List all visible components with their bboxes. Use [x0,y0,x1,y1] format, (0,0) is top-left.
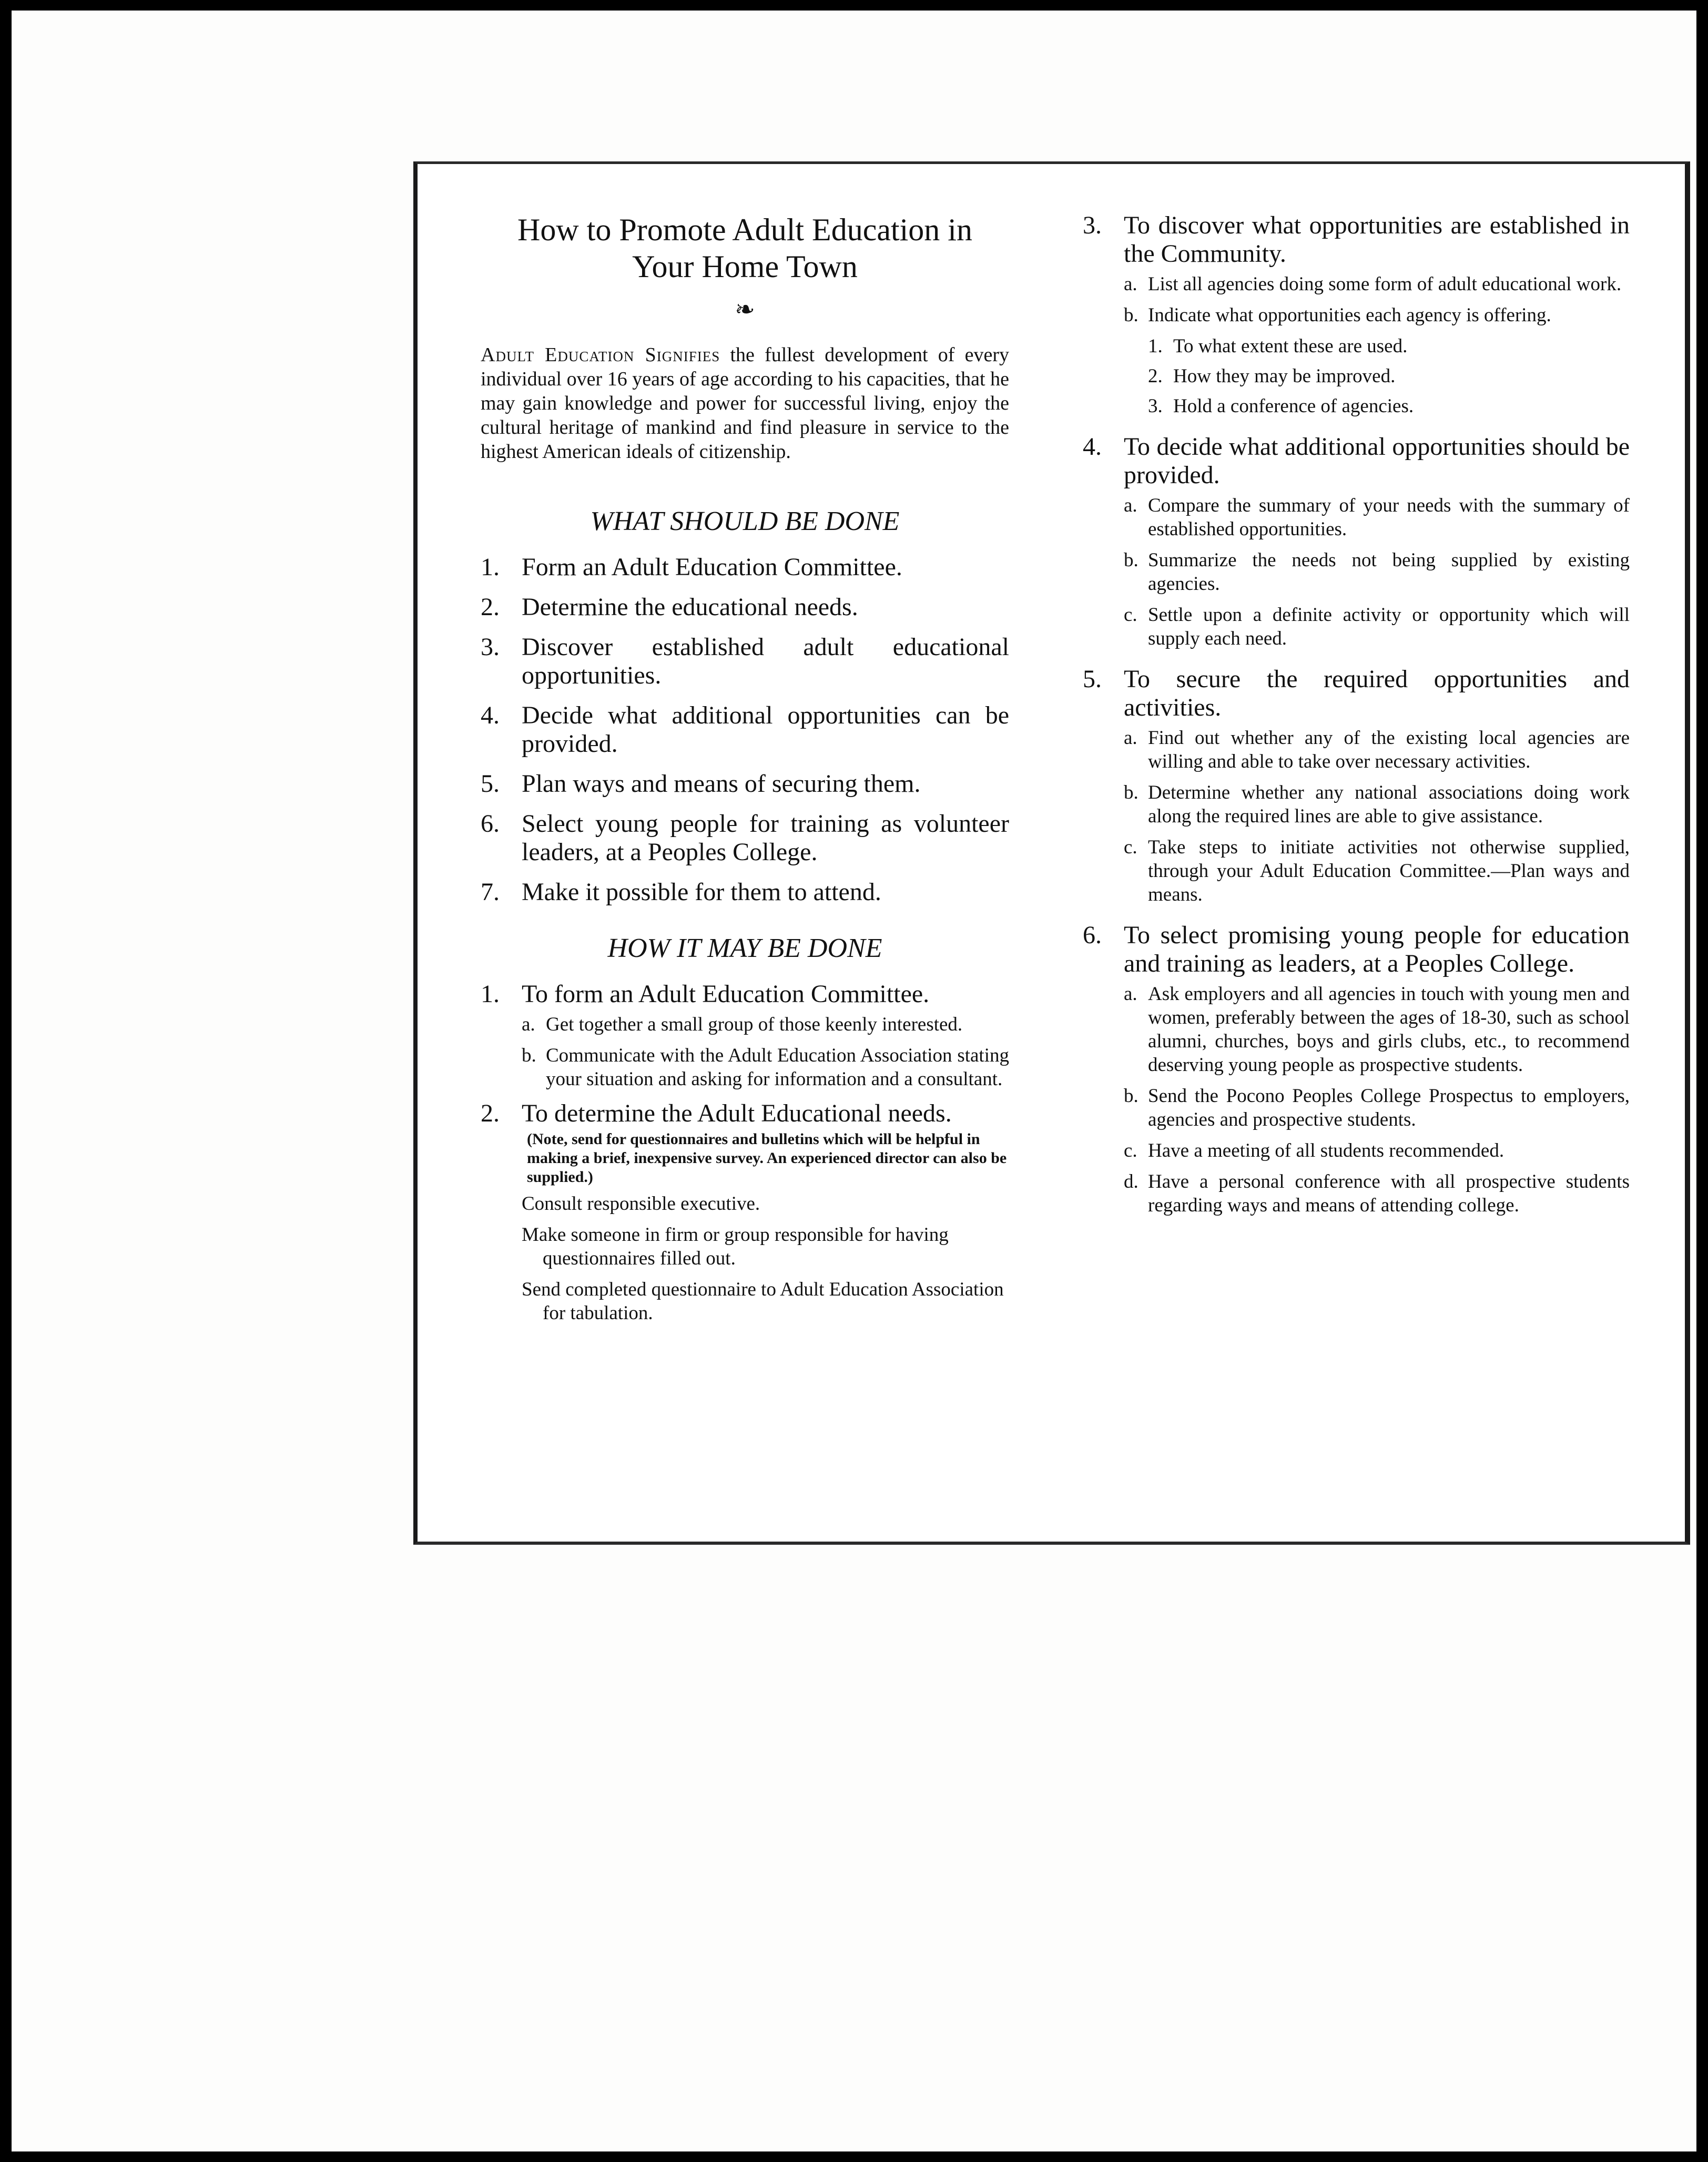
step-paragraph: Send completed questionnaire to Adult Education Association for tabulation. [522,1279,1004,1324]
item-number: 2. [481,593,500,621]
intro-paragraph [481,343,1009,464]
sub-sub-text: To what extent these are used. [1173,335,1408,357]
sub-item [1124,1084,1630,1131]
step-note: (Note, send for questionnaires and bulletins which will be helpful in making a brief, inexpensive survey. An experienced director can also be supplied.) [527,1130,1007,1186]
step-text: To secure the required opportunities and activities. [1124,665,1630,721]
sub-text: Summarize the needs not being supplied by existing agencies. [1148,549,1630,595]
what-item [481,633,1009,690]
item-text: Discover established adult educational opportunities. [522,633,1009,689]
sub-text: Have a personal conference with all prospective students regarding ways and means of attending college. [1148,1171,1630,1216]
what-item [481,593,1009,621]
step-number: 1. [481,980,500,1008]
sub-sub-item [1148,334,1630,358]
sub-sub-text: How they may be improved. [1173,365,1396,387]
sub-text: List all agencies doing some form of adult educational work. [1148,273,1622,295]
item-text: Make it possible for them to attend. [522,878,881,906]
how-step-1 [481,980,1009,1091]
sub-letter: a. [1124,273,1137,295]
step-text: To select promising young people for education and training as leaders, at a Peoples College. [1124,921,1630,977]
sub-text: Indicate what opportunities each agency is offering. [1148,304,1551,326]
step-text: To discover what opportunities are established in the Community. [1124,211,1630,268]
sub-sub-number: 3. [1148,395,1163,417]
sub-item [1124,303,1630,327]
sub-item [1124,272,1630,296]
sub-letter: b. [522,1045,536,1066]
step-number: 6. [1083,921,1102,949]
intro-lead: Adult Education Signifies [481,344,720,366]
how-step-4 [1083,433,1630,650]
how-step-5 [1083,665,1630,906]
how-step-6 [1083,921,1630,1217]
how-step-3 [1083,211,1630,418]
sub-sub-text: Hold a conference of agencies. [1173,395,1414,417]
sub-sub-item [1148,394,1630,418]
item-number: 5. [481,770,500,798]
what-item [481,878,1009,906]
sub-sub-number: 2. [1148,365,1163,387]
step-text: To decide what additional opportunities should be provided. [1124,433,1630,489]
sub-item [1124,603,1630,650]
item-number: 7. [481,878,500,906]
sub-text: Have a meeting of all students recommended. [1148,1140,1504,1161]
step-text: To form an Adult Education Committee. [522,980,930,1008]
sub-text: Communicate with the Adult Education Association stating your situation and asking for information and a consultant. [546,1045,1009,1090]
what-item [481,553,1009,582]
item-text: Determine the educational needs. [522,593,858,621]
sub-item [1124,726,1630,773]
what-item [481,701,1009,758]
sub-text: Determine whether any national associations doing work along the required lines are able to give assistance. [1148,782,1630,827]
sub-item [1124,781,1630,828]
sub-sub-item [1148,364,1630,388]
sub-item [1124,982,1630,1077]
sub-item [1124,1139,1630,1162]
page-title [481,211,1009,285]
sub-letter: b. [1124,304,1138,326]
sub-letter: a. [1124,495,1137,516]
item-number: 1. [481,553,500,581]
sub-item [522,1044,1009,1091]
item-number: 6. [481,810,500,838]
what-item [481,810,1009,866]
step-number: 3. [1083,211,1102,239]
item-text: Select young people for training as volunteer leaders, at a Peoples College. [522,810,1009,866]
sub-letter: b. [1124,1085,1138,1107]
item-text: Plan ways and means of securing them. [522,770,921,798]
step-number: 2. [481,1099,500,1127]
item-text: Decide what additional opportunities can be provided. [522,701,1009,758]
what-heading: WHAT SHOULD BE DONE [590,506,900,536]
left-column [481,211,1009,1333]
pamphlet-page [413,161,1690,1545]
sub-letter: b. [1124,782,1138,803]
sub-text: Send the Pocono Peoples College Prospectus to employers, agencies and prospective students. [1148,1085,1630,1130]
sub-item [1124,1170,1630,1217]
item-number: 3. [481,633,500,661]
step-number: 4. [1083,433,1102,461]
sub-letter: d. [1124,1171,1138,1192]
sub-letter: a. [522,1014,535,1035]
sub-letter: c. [1124,837,1137,858]
item-number: 4. [481,701,500,729]
sub-text: Ask employers and all agencies in touch with young men and women, preferably between the ages of 18-30, such as school alumni, churches, boys and girls clubs, etc., to recommend deserving young people as prospective students. [1148,983,1630,1076]
sub-item [1124,548,1630,596]
step-text: To determine the Adult Educational needs. [522,1099,952,1127]
ornament-icon: ❧ [735,296,755,323]
title-line-2: Your Home Town [632,249,858,284]
sub-letter: b. [1124,549,1138,571]
sub-item [1124,835,1630,906]
right-column [1083,211,1630,1232]
sub-letter: c. [1124,1140,1137,1161]
step-paragraph: Consult responsible executive. [522,1193,760,1215]
intro-text: the fullest development of every individual over 16 years of age according to his capacities, that he may gain knowledge and power for successful living, enjoy the cultural heritage of mankind and find pleasure in service to the highest American ideals of citizenship. [481,344,1010,463]
sub-letter: a. [1124,727,1137,749]
step-number: 5. [1083,665,1102,693]
sub-text: Find out whether any of the existing local agencies are willing and able to take over necessary activities. [1148,727,1630,772]
sub-sub-number: 1. [1148,335,1163,357]
sub-letter: a. [1124,983,1137,1005]
sub-text: Get together a small group of those keenly interested. [546,1014,963,1035]
scanned-page [12,11,1696,2151]
what-list [481,553,1009,906]
what-item [481,770,1009,798]
how-heading: HOW IT MAY BE DONE [607,933,882,963]
sub-text: Settle upon a definite activity or opportunity which will supply each need. [1148,604,1630,649]
item-text: Form an Adult Education Committee. [522,553,902,581]
how-step-2 [481,1099,1009,1325]
sub-item [522,1013,1009,1036]
sub-text: Take steps to initiate activities not otherwise supplied, through your Adult Education Committee.—Plan ways and means. [1148,837,1630,905]
sub-letter: c. [1124,604,1137,626]
sub-item [1124,494,1630,541]
title-line-1: How to Promote Adult Education in [517,212,972,247]
sub-text: Compare the summary of your needs with the summary of established opportunities. [1148,495,1630,540]
step-paragraph: Make someone in firm or group responsible for having questionnaires filled out. [522,1224,949,1269]
